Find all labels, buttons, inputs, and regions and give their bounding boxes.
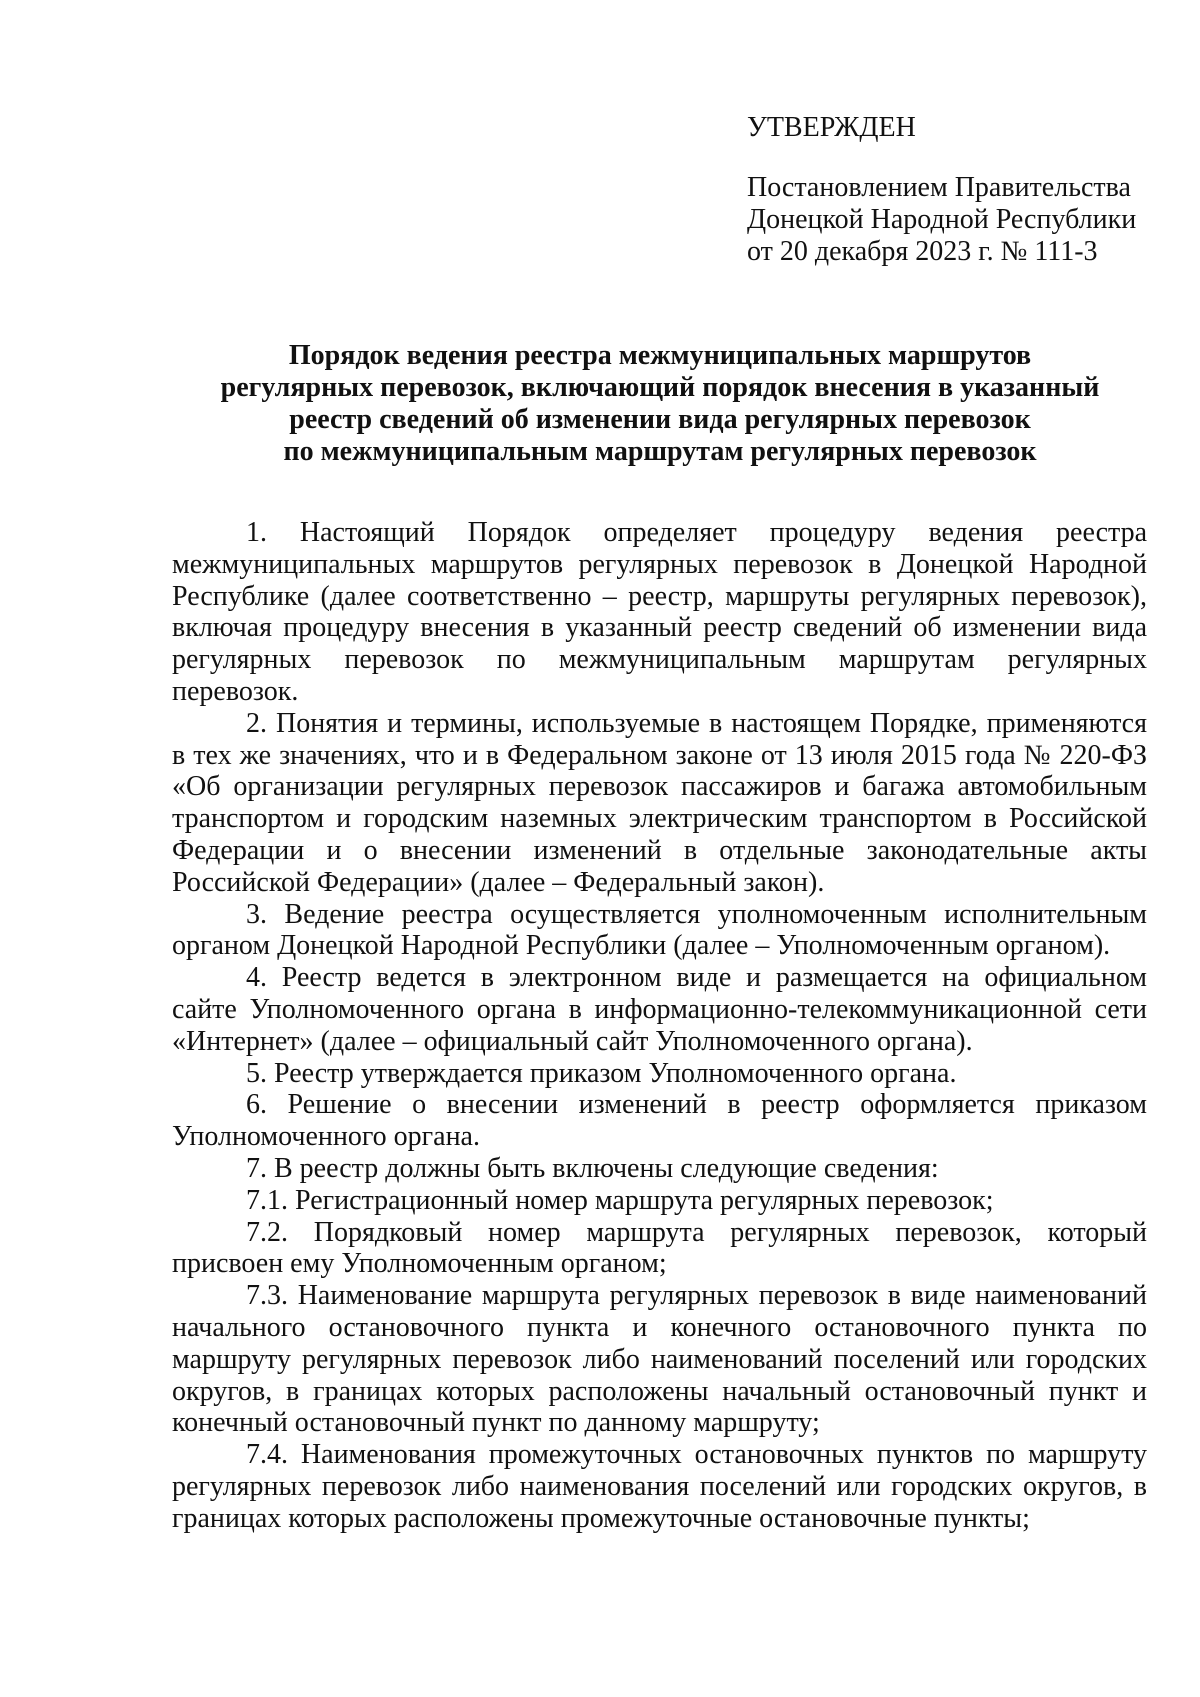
approval-stamp: УТВЕРЖДЕН [747, 112, 916, 143]
paragraph-5: 5. Реестр утверждается приказом Уполномоченного органа. [246, 1057, 957, 1089]
paragraph-1: 1. Настоящий Порядок определяет процедуру ведения реестра межмуниципальных маршрутов регулярных перевозок в Донецкой Народной Республике (далее соответственно – реестр, маршруты регулярных перевозок), включая процедуру внесения в указанный реестр сведений об изменении вида регулярных перевозок по межмуниципальным маршрутам регулярных перевозок. [172, 517, 1147, 707]
approval-line: от 20 декабря 2023 г. № 111-3 [747, 236, 1098, 267]
document-title [170, 340, 1150, 468]
paragraph-7-4: 7.4. Наименования промежуточных остановочных пунктов по маршруту регулярных перевозок либо наименования поселений или городских округов, в границах которых расположены промежуточные остановочные пункты; [172, 1439, 1147, 1534]
approval-line: Донецкой Народной Республики [747, 204, 1137, 235]
paragraph-6: 6. Решение о внесении изменений в реестр оформляется приказом Уполномоченного органа. [172, 1089, 1147, 1153]
title-line: регулярных перевозок, включающий порядок внесения в указанный [220, 372, 1100, 403]
title-line: по межмуниципальным маршрутам регулярных перевозок [283, 436, 1037, 467]
title-line: Порядок ведения реестра межмуниципальных маршрутов [288, 340, 1032, 371]
paragraph-7-2: 7.2. Порядковый номер маршрута регулярных перевозок, который присвоен ему Уполномоченным органом; [172, 1216, 1147, 1280]
paragraph-7-3: 7.3. Наименование маршрута регулярных перевозок в виде наименований начального остановочного пункта и конечного остановочного пункта по маршруту регулярных перевозок либо наименований поселений или городских округов, в границах которых расположены начальный остановочный пункт и конечный остановочный пункт по данному маршруту; [172, 1280, 1147, 1439]
paragraph-7: 7. В реестр должны быть включены следующие сведения: [246, 1152, 939, 1184]
paragraph-3: 3. Ведение реестра осуществляется уполномоченным исполнительным органом Донецкой Народной Республики (далее – Уполномоченным органом). [172, 898, 1147, 962]
document-body [172, 517, 1147, 1535]
approval-block [747, 112, 1136, 268]
paragraph-2: 2. Понятия и термины, используемые в настоящем Порядке, применяются в тех же значениях, что и в Федеральном законе от 13 июля 2015 года № 220-ФЗ «Об организации регулярных перевозок пассажиров и багажа автомобильным транспортом и городским наземных электрическим транспортом в Российской Федерации и о внесении изменений в отдельные законодательные акты Российской Федерации» (далее – Федеральный закон). [172, 707, 1147, 898]
paragraph-7-1: 7.1. Регистрационный номер маршрута регулярных перевозок; [246, 1184, 994, 1216]
approval-line: Постановлением Правительства [747, 172, 1131, 203]
title-line: реестр сведений об изменении вида регулярных перевозок [289, 404, 1031, 435]
paragraph-4: 4. Реестр ведется в электронном виде и размещается на официальном сайте Уполномоченного органа в информационно-телекоммуникационной сети «Интернет» (далее – официальный сайт Уполномоченного органа). [172, 962, 1147, 1057]
